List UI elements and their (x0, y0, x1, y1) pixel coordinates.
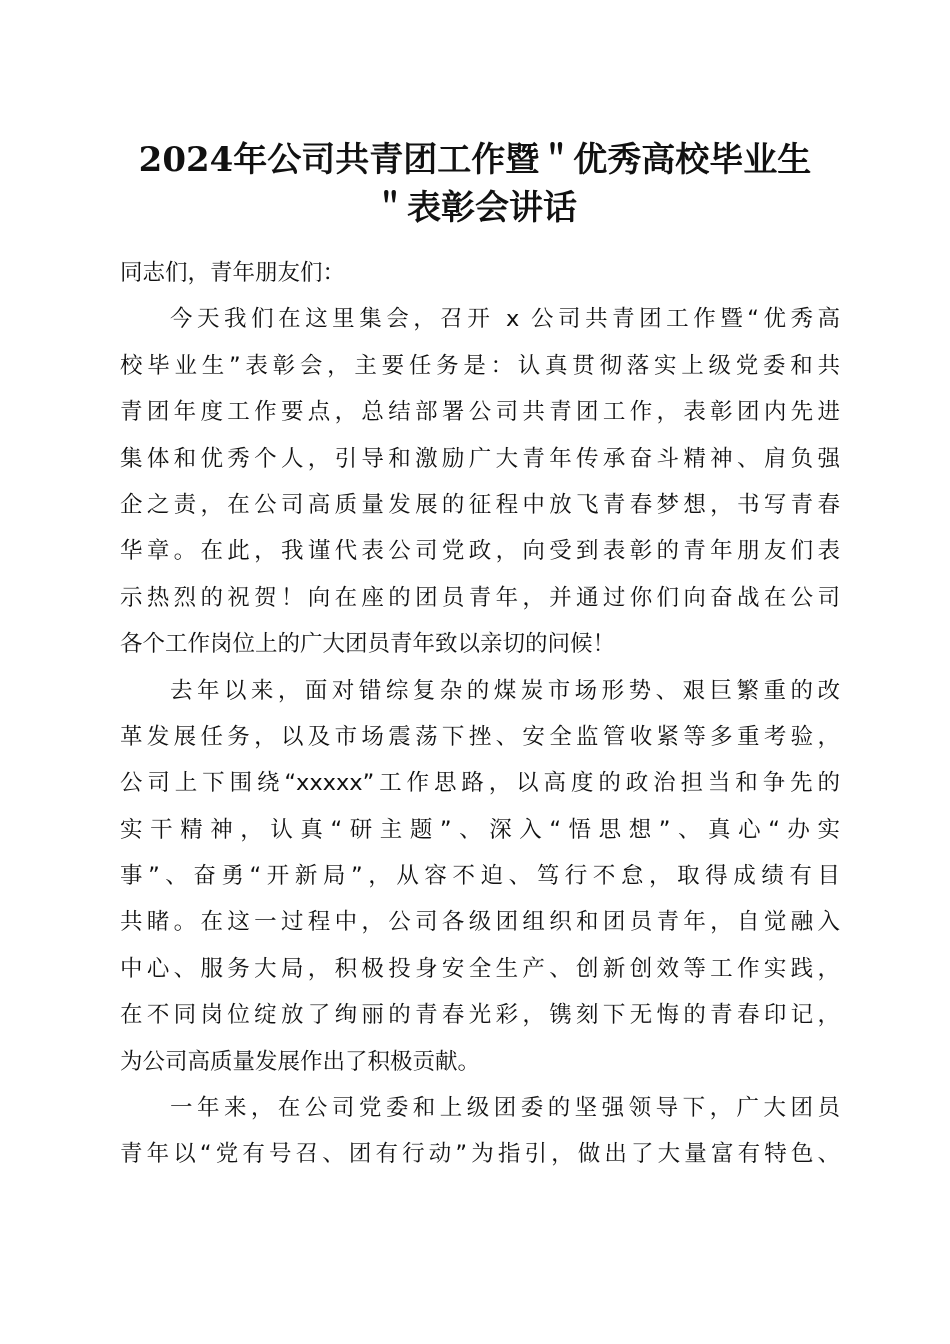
paragraph-line: 公司上下围绕“xxxxx”工作思路，以高度的政治担当和争先的 (120, 770, 840, 797)
paragraph-3 (120, 1085, 840, 1178)
paragraph-line: 革发展任务，以及市场震荡下挫、安全监管收紧等多重考验， (120, 723, 840, 750)
salutation: 同志们，青年朋友们： (120, 260, 346, 286)
paragraph-line: 示热烈的祝贺！向在座的团员青年，并通过你们向奋战在公司 (120, 584, 840, 611)
paragraph-line: 今天我们在这里集会，召开 x 公司共青团工作暨“优秀高 (170, 306, 840, 333)
document-title-line-2: ＂表彰会讲话 (373, 188, 577, 228)
document-title-line-1: 2024年公司共青团工作暨＂优秀高校毕业生 (138, 140, 812, 180)
paragraph-line: 共睹。在这一过程中，公司各级团组织和团员青年，自觉融入 (120, 909, 840, 936)
paragraph-line: 校毕业生”表彰会，主要任务是：认真贯彻落实上级党委和共 (120, 352, 840, 379)
paragraph-line: 去年以来，面对错综复杂的煤炭市场形势、艰巨繁重的改 (170, 677, 840, 704)
paragraph-line: 华章。在此，我谨代表公司党政，向受到表彰的青年朋友们表 (120, 538, 840, 565)
paragraph-line: 事”、奋勇“开新局”，从容不迫、笃行不怠，取得成绩有目 (120, 863, 840, 890)
paragraph-line: 在不同岗位绽放了绚丽的青春光彩，镌刻下无悔的青春印记， (120, 1002, 840, 1029)
paragraph-line: 青团年度工作要点，总结部署公司共青团工作，表彰团内先进 (120, 399, 840, 426)
paragraph-line: 青年以“党有号召、团有行动”为指引，做出了大量富有特色、 (120, 1141, 840, 1168)
document-body (120, 250, 840, 1178)
paragraph-line: 为公司高质量发展作出了积极贡献。 (120, 1048, 481, 1075)
paragraph-line: 实干精神，认真“研主题”、深入“悟思想”、真心“办实 (120, 816, 840, 843)
paragraph-line: 一年来，在公司党委和上级团委的坚强领导下，广大团员 (170, 1095, 840, 1122)
paragraph-line: 中心、服务大局，积极投身安全生产、创新创效等工作实践， (120, 955, 840, 982)
paragraph-line: 各个工作岗位上的广大团员青年致以亲切的问候！ (120, 631, 616, 658)
paragraph-line: 企之责，在公司高质量发展的征程中放飞青春梦想，书写青春 (120, 491, 840, 518)
paragraph-line: 集体和优秀个人，引导和激励广大青年传承奋斗精神、肩负强 (120, 445, 840, 472)
paragraph-1 (120, 296, 840, 667)
paragraph-2 (120, 668, 840, 1086)
